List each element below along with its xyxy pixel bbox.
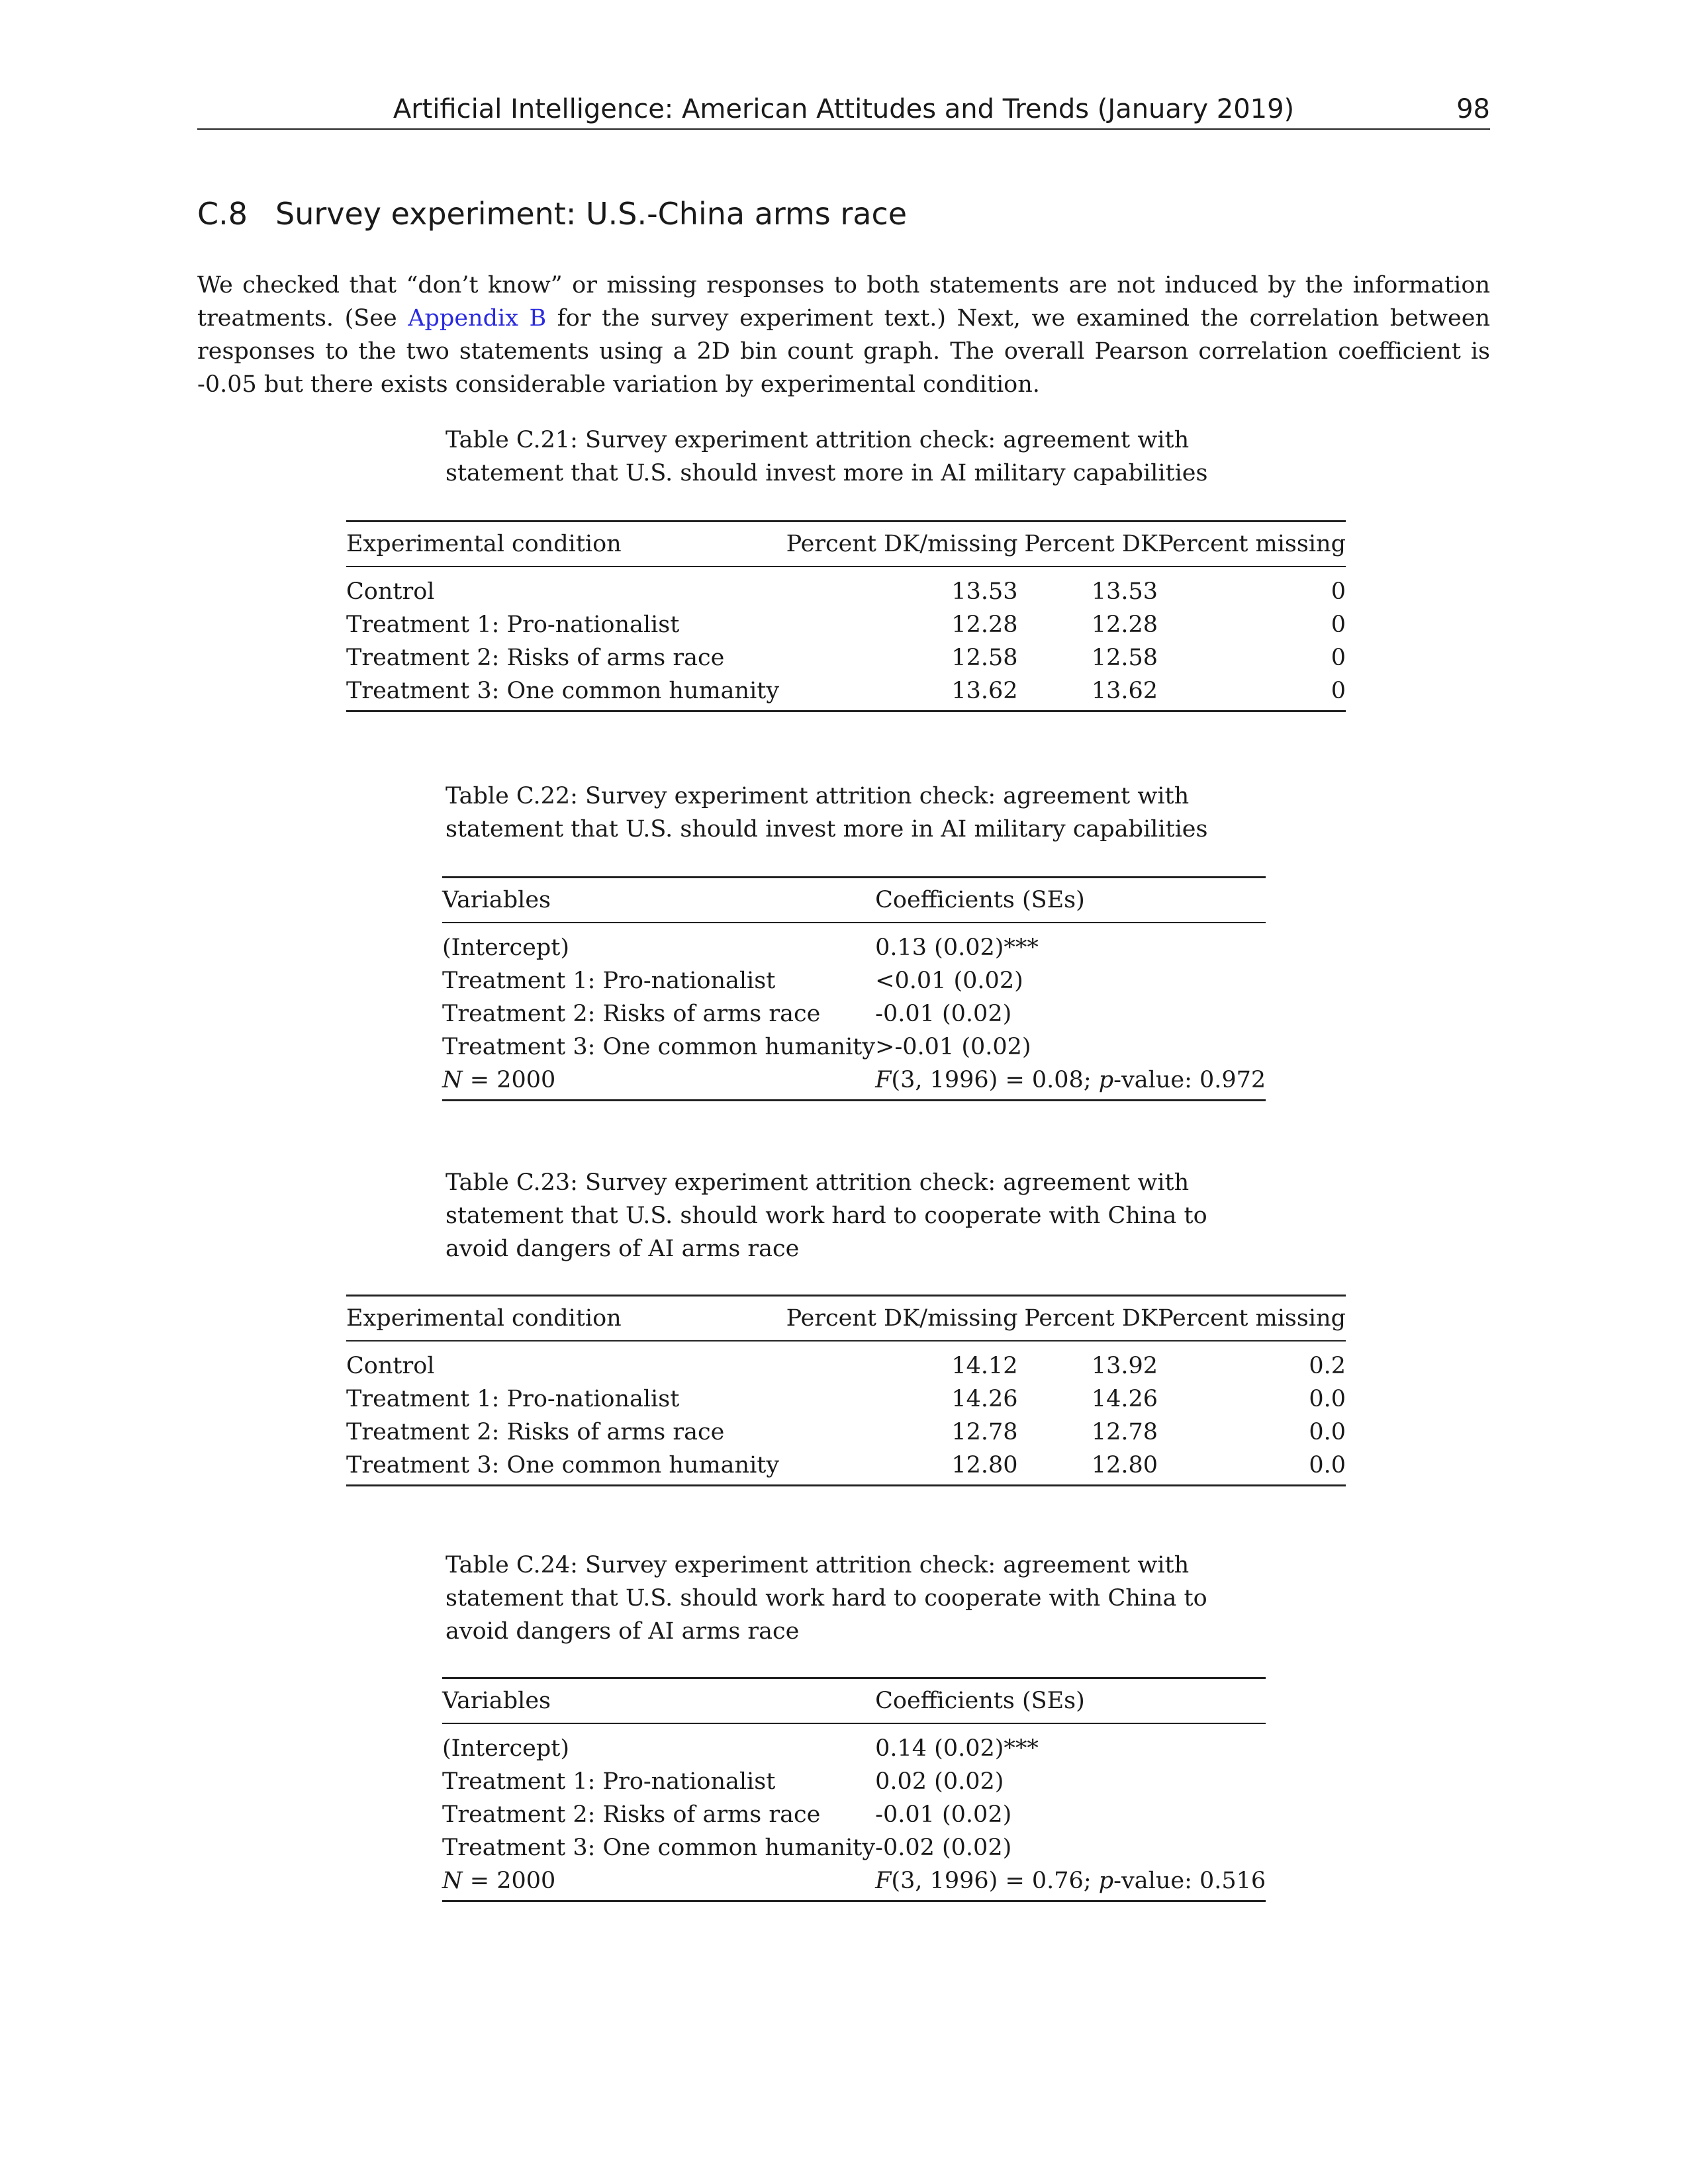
table-footer-row	[442, 1864, 1266, 1901]
cell: -0.02 (0.02)	[875, 1835, 1012, 1861]
table-c21-caption: Table C.21: Survey experiment attrition check: agreement with statement that U.S. should invest more in AI military capabilities	[445, 427, 1208, 486]
p-value: -value: 0.516	[1113, 1868, 1266, 1894]
cell: Control	[346, 578, 435, 605]
cell: 13.62	[951, 678, 1018, 704]
cell: 13.92	[1091, 1353, 1158, 1379]
table-c24-caption: Table C.24: Survey experiment attrition check: agreement with statement that U.S. should work hard to cooperate with China to avoid dangers of AI arms race	[445, 1552, 1207, 1645]
cell: 0	[1331, 645, 1346, 671]
col-header: Coefficients (SEs)	[875, 1678, 1266, 1724]
cell: 14.12	[951, 1353, 1018, 1379]
table-row	[442, 1798, 1266, 1831]
col-header: Percent DK	[1018, 1296, 1158, 1342]
table-row	[346, 674, 1346, 711]
p-label: p	[1098, 1067, 1114, 1093]
col-header: Percent missing	[1158, 522, 1346, 567]
cell: -0.01 (0.02)	[875, 1001, 1012, 1027]
cell: 0.14 (0.02)***	[875, 1735, 1039, 1762]
running-title: Artificial Intelligence: American Attitudes and Trends (January 2019)	[393, 94, 1295, 124]
running-header	[197, 91, 1490, 130]
intro-text-1: We checked that “don’t know” or missing responses to both statements are not induced by the information treatments. (See	[197, 272, 1490, 332]
cell: Treatment 1: Pro-nationalist	[442, 968, 776, 994]
sample-size	[442, 1064, 875, 1101]
cell: 0.13 (0.02)***	[875, 934, 1039, 961]
col-header: Variables	[442, 1678, 875, 1724]
cell: 0.2	[1309, 1353, 1346, 1379]
table-row	[346, 1341, 1346, 1383]
cell: 0.02 (0.02)	[875, 1768, 1004, 1795]
f-label: F	[875, 1868, 892, 1894]
table-header-row	[442, 1678, 1266, 1724]
table-header-row	[346, 1296, 1346, 1342]
table-row	[346, 608, 1346, 641]
p-label: p	[1098, 1868, 1114, 1894]
col-header: Coefficients (SEs)	[875, 878, 1266, 923]
cell: 12.58	[1091, 645, 1158, 671]
table-c22-caption: Table C.22: Survey experiment attrition check: agreement with statement that U.S. should invest more in AI military capabilities	[445, 783, 1208, 842]
table-c23	[346, 1295, 1346, 1486]
col-header: Variables	[442, 878, 875, 923]
table-row	[346, 1449, 1346, 1486]
cell: Treatment 2: Risks of arms race	[346, 1419, 725, 1445]
table-row	[442, 997, 1266, 1030]
cell: 14.26	[1091, 1386, 1158, 1412]
cell: 12.28	[1091, 612, 1158, 638]
cell: 0	[1331, 678, 1346, 704]
cell: Control	[346, 1353, 435, 1379]
section-heading	[197, 196, 907, 232]
cell: 14.26	[951, 1386, 1018, 1412]
f-value: (3, 1996) = 0.08;	[891, 1067, 1099, 1093]
cell: Treatment 3: One common humanity	[346, 1452, 780, 1479]
cell: 12.58	[951, 645, 1018, 671]
cell: 0	[1331, 578, 1346, 605]
cell: 13.53	[951, 578, 1018, 605]
intro-paragraph	[197, 269, 1490, 401]
col-header: Experimental condition	[346, 1296, 779, 1342]
cell: 12.80	[1091, 1452, 1158, 1479]
section-title: Survey experiment: U.S.-China arms race	[275, 196, 908, 232]
cell: (Intercept)	[442, 1735, 569, 1762]
appendix-b-link[interactable]: Appendix B	[408, 305, 547, 332]
f-label: F	[875, 1067, 892, 1093]
table-row	[442, 964, 1266, 997]
table-row	[442, 1030, 1266, 1064]
cell: Treatment 3: One common humanity	[346, 678, 780, 704]
cell: 0	[1331, 612, 1346, 638]
table-header-row	[442, 878, 1266, 923]
f-value: (3, 1996) = 0.76;	[891, 1868, 1099, 1894]
table-c23-caption: Table C.23: Survey experiment attrition check: agreement with statement that U.S. should work hard to cooperate with China to avoid dangers of AI arms race	[445, 1169, 1207, 1262]
section-number: C.8	[197, 196, 248, 232]
cell: 0.0	[1309, 1419, 1346, 1445]
cell: 12.78	[1091, 1419, 1158, 1445]
col-header: Percent DK/missing	[779, 522, 1017, 567]
table-row	[346, 1416, 1346, 1449]
cell: Treatment 2: Risks of arms race	[346, 645, 725, 671]
intro-text-2: for the survey experiment text.) Next, we examined the correlation between responses to the two statements using a 2D bin count graph. The overall Pearson correlation coefficient is -0.05 but there exists considerable variation by experimental condition.	[197, 305, 1491, 398]
cell: -0.01 (0.02)	[875, 1801, 1012, 1828]
cell: 12.80	[951, 1452, 1018, 1479]
table-row	[442, 923, 1266, 964]
col-header: Percent missing	[1158, 1296, 1346, 1342]
cell: 13.53	[1091, 578, 1158, 605]
table-c24	[442, 1677, 1266, 1902]
table-row	[442, 1765, 1266, 1798]
f-statistic	[875, 1064, 1266, 1101]
n-value: = 2000	[462, 1868, 556, 1894]
table-row	[346, 641, 1346, 674]
cell: 13.62	[1091, 678, 1158, 704]
cell: Treatment 2: Risks of arms race	[442, 1001, 821, 1027]
f-statistic	[875, 1864, 1266, 1901]
cell: Treatment 1: Pro-nationalist	[346, 1386, 680, 1412]
table-row	[346, 567, 1346, 608]
table-c22	[442, 876, 1266, 1101]
cell: Treatment 2: Risks of arms race	[442, 1801, 821, 1828]
cell: Treatment 1: Pro-nationalist	[346, 612, 680, 638]
table-row	[442, 1831, 1266, 1864]
col-header: Percent DK/missing	[779, 1296, 1017, 1342]
cell: Treatment 3: One common humanity	[442, 1835, 876, 1861]
cell: 0.0	[1309, 1386, 1346, 1412]
col-header: Experimental condition	[346, 522, 779, 567]
cell: <0.01 (0.02)	[875, 968, 1023, 994]
table-row	[346, 1383, 1346, 1416]
table-row	[442, 1723, 1266, 1765]
cell: 12.28	[951, 612, 1018, 638]
page-number: 98	[1456, 94, 1490, 124]
table-c21	[346, 520, 1346, 712]
cell: 0.0	[1309, 1452, 1346, 1479]
cell: 12.78	[951, 1419, 1018, 1445]
col-header: Percent DK	[1018, 522, 1158, 567]
p-value: -value: 0.972	[1113, 1067, 1266, 1093]
cell: Treatment 3: One common humanity	[442, 1034, 876, 1060]
table-header-row	[346, 522, 1346, 567]
n-value: = 2000	[462, 1067, 556, 1093]
cell: (Intercept)	[442, 934, 569, 961]
cell: >-0.01 (0.02)	[875, 1034, 1031, 1060]
n-label: N	[442, 1868, 463, 1894]
n-label: N	[442, 1067, 463, 1093]
cell: Treatment 1: Pro-nationalist	[442, 1768, 776, 1795]
table-footer-row	[442, 1064, 1266, 1101]
sample-size	[442, 1864, 875, 1901]
